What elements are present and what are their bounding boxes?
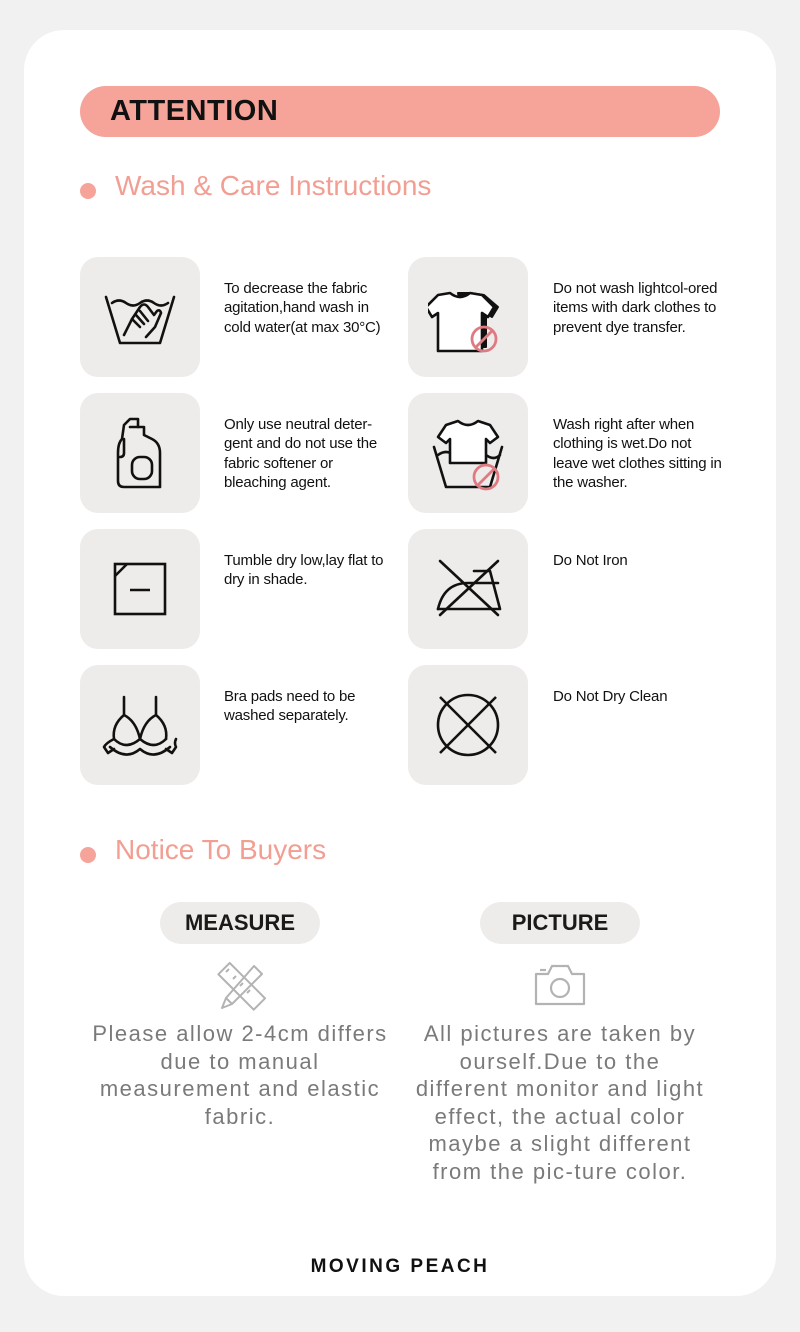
measure-note: Please allow 2-4cm differs due to manual measurement and elastic fabric. xyxy=(92,1021,388,1129)
brand-logo: MOVING PEACH xyxy=(310,1256,490,1277)
picture-pill: PICTURE xyxy=(480,902,640,944)
measure-pill: MEASURE xyxy=(160,902,320,944)
detergent-tile xyxy=(80,393,200,513)
ruler-pencil-icon xyxy=(214,960,268,1014)
bullet-dot xyxy=(80,183,96,199)
care-text-hand-wash: To decrease the fabric agitation,hand wash in cold water(at max 30°C) xyxy=(224,280,381,336)
detergent-bottle-icon xyxy=(100,413,180,493)
care-text-no-soak: Wash right after when clothing is wet.Do not leave wet clothes sitting in the washer. xyxy=(553,416,722,491)
care-text-separate-colors: Do not wash lightcol-ored items with dark clothes to prevent dye transfer. xyxy=(553,280,718,336)
prohibited-icon xyxy=(474,465,498,489)
tumble-dry-tile xyxy=(80,529,200,649)
hand-wash-icon xyxy=(100,277,180,357)
care-text-do-not-dry-clean: Do Not Dry Clean xyxy=(553,688,668,705)
do-not-iron-icon xyxy=(428,549,508,629)
wash-care-title: Wash & Care Instructions xyxy=(115,170,432,201)
do-not-dry-clean-tile xyxy=(408,665,528,785)
do-not-iron-tile xyxy=(408,529,528,649)
separate-colors-tile xyxy=(408,257,528,377)
tumble-dry-low-icon xyxy=(100,549,180,629)
bra-icon xyxy=(100,685,180,765)
bullet-dot xyxy=(80,847,96,863)
camera-icon xyxy=(532,962,588,1008)
no-soak-tile xyxy=(408,393,528,513)
notice-title: Notice To Buyers xyxy=(115,834,327,865)
attention-banner xyxy=(80,86,720,137)
no-soak-icon xyxy=(428,413,508,493)
bra-tile xyxy=(80,665,200,785)
care-text-bra-pads: Bra pads need to be washed separately. xyxy=(224,688,356,725)
attention-title: ATTENTION xyxy=(110,95,279,127)
care-text-tumble-dry: Tumble dry low,lay flat to dry in shade. xyxy=(224,552,384,589)
separate-colors-icon xyxy=(428,277,508,357)
do-not-dry-clean-icon xyxy=(428,685,508,765)
hand-wash-tile xyxy=(80,257,200,377)
care-text-do-not-iron: Do Not Iron xyxy=(553,552,628,569)
care-text-detergent: Only use neutral deter-gent and do not use the fabric softener or bleaching agent. xyxy=(224,416,378,491)
picture-note: All pictures are taken by ourself.Due to the different monitor and light effect, the actual color maybe a slight different from the pic-ture color. xyxy=(415,1021,705,1184)
